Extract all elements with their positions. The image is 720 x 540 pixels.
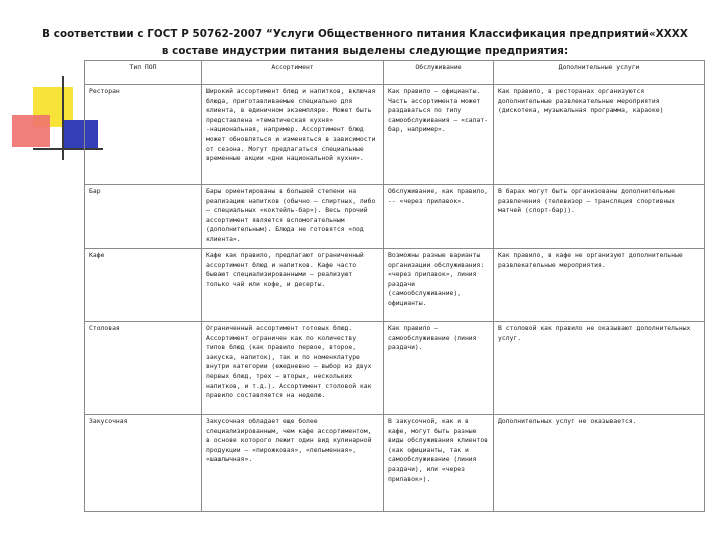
decor-red-square [12, 115, 50, 147]
row-type: Столовая [85, 322, 202, 415]
row-extra: Как правило, в кафе не организуют дополнительные развлекательные мероприятия. [494, 249, 705, 322]
row-extra: Как правило, в ресторанах организуются дополнительные развлекательные мероприятия (дискотека, музыкальная программа, караоке) [494, 85, 705, 185]
row-assortment: Закусочная обладает еще более специализированным, чем кафе ассортиментом, в основе которого лежит один вид кулинарной продукции – «пирожковая», «пельменная», «шашлычная». [202, 415, 384, 512]
row-type: Кафе [85, 249, 202, 322]
row-assortment: Кафе как правило, предлагают ограниченный ассортимент блюд и напитков. Кафе часто бывают специализированными – реализуют только чай или кофе, и десерты. [202, 249, 384, 322]
title-line-1: В соответствии с ГОСТ Р 50762-2007 “Услуги Общественного питания Классификация предприятий«ХХХХ [42, 28, 688, 40]
row-service: Как правило – самообслуживание (линия раздачи). [384, 322, 494, 415]
table-row [85, 85, 705, 185]
table-row [85, 322, 705, 415]
row-type: Бар [85, 185, 202, 249]
row-assortment: Широкий ассортимент блюд и напитков, включая блюда, приготавливаемые специально для клиента, в единичном экземпляре. Может быть представлена «тематическая кухня» -национальная, например. Ассортимент блюд может обновляться и изменяться в зависимости от сезона. Могут предлагаться специальные временные акции «дни национальной кухни». [202, 85, 384, 185]
table-header-row [85, 61, 705, 85]
header-service: Обслуживание [384, 61, 494, 85]
row-extra: Дополнительных услуг не оказывается. [494, 415, 705, 512]
row-assortment: Ограниченный ассортимент готовых блюд. Ассортимент ограничен как по количеству типов блюд (как правило первое, второе, закуска, напиток), так и по номенклатуре внутри категории (ежедневно – выбор из двух первых блюд, трех – вторых, нескольких напитков, и т.д.). Ассортимент столовой как правило составляется на неделю. [202, 322, 384, 415]
row-service: В закусочной, как и в кафе, могут быть разные виды обслуживания клиентов (как официанты, так и самообслуживание (линия раздачи), или «через прилавок»). [384, 415, 494, 512]
row-service: Возможны разные варианты организации обслуживания: «через прилавок», линия раздачи (самообслуживание), официанты. [384, 249, 494, 322]
row-type: Ресторан [85, 85, 202, 185]
classification-table [84, 60, 705, 512]
row-service: Обслуживание, как правило, -- «через прилавок». [384, 185, 494, 249]
header-extra-services: Дополнительные услуги [494, 61, 705, 85]
table-row [85, 185, 705, 249]
slide-title [20, 26, 710, 60]
table-row [85, 415, 705, 512]
header-type: Тип ПОП [85, 61, 202, 85]
header-assortment: Ассортимент [202, 61, 384, 85]
title-line-2: в составе индустрии питания выделены следующие предприятия: [161, 45, 569, 57]
row-extra: В столовой как правило не оказывают дополнительных услуг. [494, 322, 705, 415]
row-assortment: Бары ориентированы в большей степени на реализацию напитков (обычно – спиртных, либо – специальных «коктейль-бар»). Весь прочий ассортимент является вспомогательным (дополнительным). Блюда не готовятся «под клиента». [202, 185, 384, 249]
table-row [85, 249, 705, 322]
row-type: Закусочная [85, 415, 202, 512]
row-extra: В барах могут быть организованы дополнительные развлечения (телевизор – трансляция спортивных матчей (спорт-бар)). [494, 185, 705, 249]
row-service: Как правило – официанты. Часть ассортимента может раздаваться по типу самообслуживания – «салат-бар, например». [384, 85, 494, 185]
